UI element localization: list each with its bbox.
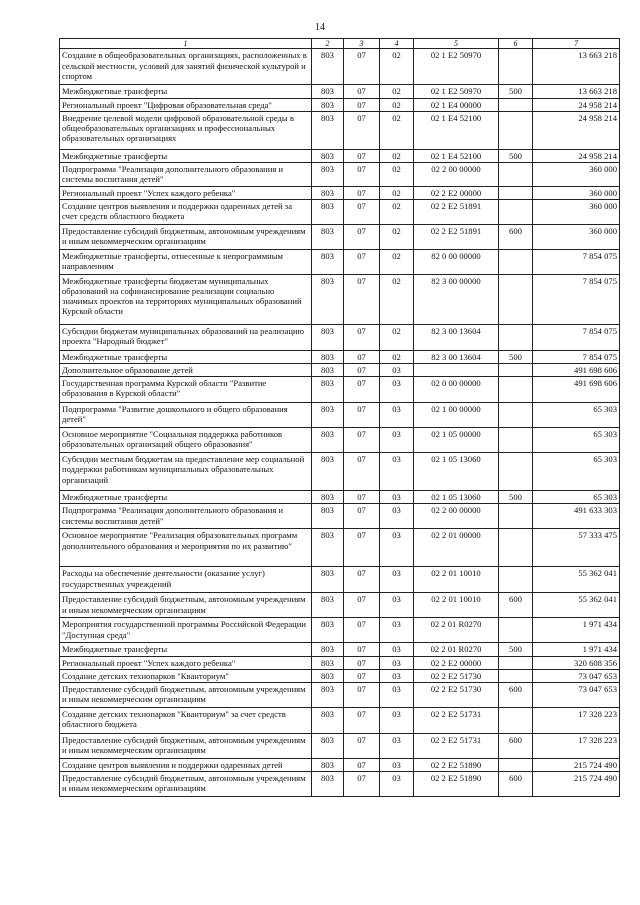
section-code-cell: 07 <box>344 567 380 593</box>
table-row <box>60 656 620 669</box>
ministry-code-cell: 803 <box>312 618 344 643</box>
column-header: 5 <box>414 39 499 49</box>
row-name-cell: Создание центров выявления и поддержки одаренных детей <box>60 758 312 771</box>
section-code-cell: 07 <box>344 85 380 98</box>
subsection-code-cell: 03 <box>380 377 414 403</box>
expense-type-cell <box>499 162 533 186</box>
table-row <box>60 682 620 707</box>
section-code-cell: 07 <box>344 186 380 199</box>
target-article-cell: 82 3 00 13604 <box>414 325 499 351</box>
section-code-cell: 07 <box>344 656 380 669</box>
ministry-code-cell: 803 <box>312 49 344 85</box>
section-code-cell: 07 <box>344 428 380 453</box>
row-name-cell: Межбюджетные трансферты <box>60 491 312 504</box>
expense-type-cell <box>499 403 533 428</box>
expense-type-cell <box>499 707 533 733</box>
amount-cell: 65 303 <box>533 428 620 453</box>
target-article-cell: 82 3 00 00000 <box>414 275 499 325</box>
row-name-cell: Предоставление субсидий бюджетным, автономным учреждениям и иным некоммерческим организациям <box>60 225 312 250</box>
ministry-code-cell: 803 <box>312 682 344 707</box>
expense-type-cell: 500 <box>499 85 533 98</box>
section-code-cell: 07 <box>344 453 380 491</box>
table-row <box>60 758 620 771</box>
subsection-code-cell: 02 <box>380 149 414 162</box>
expense-type-cell: 500 <box>499 491 533 504</box>
amount-cell: 491 698 606 <box>533 364 620 377</box>
row-name-cell: Дополнительное образование детей <box>60 364 312 377</box>
target-article-cell: 02 2 00 00000 <box>414 504 499 529</box>
target-article-cell: 02 1 05 00000 <box>414 428 499 453</box>
table-row <box>60 403 620 428</box>
row-name-cell: Субсидии бюджетам муниципальных образований на реализацию проекта "Народный бюджет" <box>60 325 312 351</box>
column-header: 6 <box>499 39 533 49</box>
table-row <box>60 85 620 98</box>
target-article-cell: 02 1 E4 52100 <box>414 149 499 162</box>
target-article-cell: 02 2 E2 51891 <box>414 200 499 225</box>
target-article-cell: 02 2 E2 51890 <box>414 771 499 796</box>
amount-cell: 24 958 214 <box>533 149 620 162</box>
table-row <box>60 771 620 796</box>
table-row <box>60 504 620 529</box>
row-name-cell: Создание центров выявления и поддержки одаренных детей за счет средств областного бюджета <box>60 200 312 225</box>
subsection-code-cell: 02 <box>380 200 414 225</box>
ministry-code-cell: 803 <box>312 162 344 186</box>
section-code-cell: 07 <box>344 491 380 504</box>
amount-cell: 13 663 218 <box>533 85 620 98</box>
expense-type-cell <box>499 669 533 682</box>
target-article-cell: 82 0 00 00000 <box>414 250 499 275</box>
table-row <box>60 325 620 351</box>
target-article-cell: 02 2 E2 00000 <box>414 186 499 199</box>
section-code-cell: 07 <box>344 669 380 682</box>
row-name-cell: Межбюджетные трансферты <box>60 643 312 656</box>
ministry-code-cell: 803 <box>312 98 344 111</box>
amount-cell: 7 854 075 <box>533 275 620 325</box>
subsection-code-cell: 03 <box>380 529 414 567</box>
amount-cell: 7 854 075 <box>533 351 620 364</box>
target-article-cell: 02 2 00 00000 <box>414 162 499 186</box>
table-row <box>60 643 620 656</box>
row-name-cell: Мероприятия государственной программы Российской Федерации "Доступная среда" <box>60 618 312 643</box>
target-article-cell: 82 3 00 13604 <box>414 351 499 364</box>
ministry-code-cell: 803 <box>312 275 344 325</box>
section-code-cell: 07 <box>344 200 380 225</box>
row-name-cell: Субсидии местным бюджетам на предоставление мер социальной поддержки работникам муниципальных образовательных организаций <box>60 453 312 491</box>
row-name-cell: Межбюджетные трансферты <box>60 351 312 364</box>
row-name-cell: Региональный проект "Успех каждого ребенка" <box>60 186 312 199</box>
table-row <box>60 593 620 618</box>
target-article-cell <box>414 364 499 377</box>
row-name-cell: Региональный проект "Цифровая образовательная среда" <box>60 98 312 111</box>
section-code-cell: 07 <box>344 618 380 643</box>
amount-cell: 320 608 356 <box>533 656 620 669</box>
subsection-code-cell: 03 <box>380 643 414 656</box>
table-row <box>60 186 620 199</box>
subsection-code-cell: 03 <box>380 758 414 771</box>
section-code-cell: 07 <box>344 149 380 162</box>
budget-table <box>59 38 620 797</box>
expense-type-cell: 600 <box>499 682 533 707</box>
ministry-code-cell: 803 <box>312 771 344 796</box>
section-code-cell: 07 <box>344 682 380 707</box>
amount-cell: 65 303 <box>533 453 620 491</box>
row-name-cell: Межбюджетные трансферты <box>60 85 312 98</box>
section-code-cell: 07 <box>344 111 380 149</box>
subsection-code-cell: 03 <box>380 491 414 504</box>
ministry-code-cell: 803 <box>312 504 344 529</box>
amount-cell: 24 958 214 <box>533 111 620 149</box>
expense-type-cell: 600 <box>499 771 533 796</box>
expense-type-cell <box>499 325 533 351</box>
section-code-cell: 07 <box>344 403 380 428</box>
expense-type-cell <box>499 250 533 275</box>
table-row <box>60 453 620 491</box>
amount-cell: 7 854 075 <box>533 250 620 275</box>
row-name-cell: Подпрограмма "Реализация дополнительного образования и системы воспитания детей" <box>60 504 312 529</box>
target-article-cell: 02 1 00 00000 <box>414 403 499 428</box>
column-header: 4 <box>380 39 414 49</box>
amount-cell: 360 000 <box>533 162 620 186</box>
row-name-cell: Расходы на обеспечение деятельности (оказание услуг) государственных учреждений <box>60 567 312 593</box>
amount-cell: 55 362 041 <box>533 593 620 618</box>
target-article-cell: 02 1 E2 50970 <box>414 49 499 85</box>
amount-cell: 491 698 606 <box>533 377 620 403</box>
table-row <box>60 49 620 85</box>
column-header: 3 <box>344 39 380 49</box>
subsection-code-cell: 02 <box>380 49 414 85</box>
expense-type-cell <box>499 275 533 325</box>
table-row <box>60 149 620 162</box>
expense-type-cell <box>499 98 533 111</box>
target-article-cell: 02 2 01 00000 <box>414 529 499 567</box>
expense-type-cell <box>499 529 533 567</box>
subsection-code-cell: 03 <box>380 428 414 453</box>
subsection-code-cell: 03 <box>380 618 414 643</box>
section-code-cell: 07 <box>344 771 380 796</box>
expense-type-cell: 600 <box>499 225 533 250</box>
expense-type-cell: 500 <box>499 149 533 162</box>
table-row <box>60 275 620 325</box>
ministry-code-cell: 803 <box>312 656 344 669</box>
ministry-code-cell: 803 <box>312 377 344 403</box>
table-row <box>60 98 620 111</box>
subsection-code-cell: 02 <box>380 250 414 275</box>
amount-cell: 215 724 490 <box>533 758 620 771</box>
ministry-code-cell: 803 <box>312 593 344 618</box>
section-code-cell: 07 <box>344 351 380 364</box>
ministry-code-cell: 803 <box>312 529 344 567</box>
target-article-cell: 02 2 01 10010 <box>414 593 499 618</box>
expense-type-cell <box>499 200 533 225</box>
table-row <box>60 733 620 758</box>
section-code-cell: 07 <box>344 529 380 567</box>
section-code-cell: 07 <box>344 275 380 325</box>
table-row <box>60 351 620 364</box>
row-name-cell: Основное мероприятие "Реализация образовательных программ дополнительного образования и мероприятия по их развитию" <box>60 529 312 567</box>
amount-cell: 13 663 218 <box>533 49 620 85</box>
ministry-code-cell: 803 <box>312 186 344 199</box>
ministry-code-cell: 803 <box>312 428 344 453</box>
expense-type-cell <box>499 111 533 149</box>
table-row <box>60 225 620 250</box>
expense-type-cell <box>499 567 533 593</box>
target-article-cell: 02 2 01 10010 <box>414 567 499 593</box>
amount-cell: 1 971 434 <box>533 618 620 643</box>
column-number-row <box>60 39 620 49</box>
amount-cell: 65 303 <box>533 403 620 428</box>
amount-cell: 17 328 223 <box>533 707 620 733</box>
table-row <box>60 364 620 377</box>
target-article-cell: 02 2 01 R0270 <box>414 643 499 656</box>
row-name-cell: Межбюджетные трансферты бюджетам муниципальных образований на софинансирование реализации социально значимых проектов на территориях муниципальных образований Курской области <box>60 275 312 325</box>
section-code-cell: 07 <box>344 377 380 403</box>
section-code-cell: 07 <box>344 504 380 529</box>
row-name-cell: Межбюджетные трансферты <box>60 149 312 162</box>
section-code-cell: 07 <box>344 162 380 186</box>
target-article-cell: 02 1 05 13060 <box>414 453 499 491</box>
amount-cell: 360 000 <box>533 186 620 199</box>
target-article-cell: 02 2 E2 51731 <box>414 733 499 758</box>
ministry-code-cell: 803 <box>312 85 344 98</box>
amount-cell: 73 047 653 <box>533 669 620 682</box>
table-row <box>60 162 620 186</box>
target-article-cell: 02 2 E2 51891 <box>414 225 499 250</box>
ministry-code-cell: 803 <box>312 491 344 504</box>
ministry-code-cell: 803 <box>312 643 344 656</box>
ministry-code-cell: 803 <box>312 325 344 351</box>
ministry-code-cell: 803 <box>312 403 344 428</box>
expense-type-cell <box>499 618 533 643</box>
target-article-cell: 02 2 E2 51890 <box>414 758 499 771</box>
expense-type-cell: 600 <box>499 733 533 758</box>
subsection-code-cell: 02 <box>380 351 414 364</box>
expense-type-cell <box>499 428 533 453</box>
table-row <box>60 377 620 403</box>
amount-cell: 24 958 214 <box>533 98 620 111</box>
amount-cell: 65 303 <box>533 491 620 504</box>
section-code-cell: 07 <box>344 325 380 351</box>
row-name-cell: Межбюджетные трансферты, отнесенные к непрограммным направлениям <box>60 250 312 275</box>
column-header: 7 <box>533 39 620 49</box>
section-code-cell: 07 <box>344 225 380 250</box>
ministry-code-cell: 803 <box>312 453 344 491</box>
subsection-code-cell: 03 <box>380 504 414 529</box>
target-article-cell: 02 2 E2 00000 <box>414 656 499 669</box>
subsection-code-cell: 03 <box>380 682 414 707</box>
table-row <box>60 200 620 225</box>
section-code-cell: 07 <box>344 98 380 111</box>
subsection-code-cell: 02 <box>380 85 414 98</box>
table-row <box>60 111 620 149</box>
expense-type-cell: 500 <box>499 351 533 364</box>
column-header: 2 <box>312 39 344 49</box>
expense-type-cell: 600 <box>499 593 533 618</box>
subsection-code-cell: 02 <box>380 98 414 111</box>
subsection-code-cell: 03 <box>380 656 414 669</box>
table-row <box>60 707 620 733</box>
ministry-code-cell: 803 <box>312 225 344 250</box>
subsection-code-cell: 02 <box>380 111 414 149</box>
ministry-code-cell: 803 <box>312 758 344 771</box>
row-name-cell: Подпрограмма "Реализация дополнительного образования и системы воспитания детей" <box>60 162 312 186</box>
amount-cell: 57 333 475 <box>533 529 620 567</box>
ministry-code-cell: 803 <box>312 567 344 593</box>
amount-cell: 215 724 490 <box>533 771 620 796</box>
amount-cell: 360 000 <box>533 225 620 250</box>
expense-type-cell <box>499 504 533 529</box>
subsection-code-cell: 02 <box>380 162 414 186</box>
target-article-cell: 02 2 E2 51730 <box>414 669 499 682</box>
subsection-code-cell: 02 <box>380 186 414 199</box>
expense-type-cell <box>499 49 533 85</box>
ministry-code-cell: 803 <box>312 364 344 377</box>
row-name-cell: Создание детских технопарков "Кванториум" <box>60 669 312 682</box>
page-number: 14 <box>315 22 325 33</box>
subsection-code-cell: 03 <box>380 593 414 618</box>
table-row <box>60 491 620 504</box>
subsection-code-cell: 03 <box>380 771 414 796</box>
expense-type-cell <box>499 758 533 771</box>
subsection-code-cell: 03 <box>380 567 414 593</box>
expense-type-cell <box>499 453 533 491</box>
subsection-code-cell: 03 <box>380 453 414 491</box>
subsection-code-cell: 03 <box>380 364 414 377</box>
subsection-code-cell: 03 <box>380 733 414 758</box>
table-row <box>60 618 620 643</box>
row-name-cell: Внедрение целевой модели цифровой образовательной среды в общеобразовательных организациях и профессиональных образовательных организациях <box>60 111 312 149</box>
row-name-cell: Государственная программа Курской области "Развитие образования в Курской области" <box>60 377 312 403</box>
row-name-cell: Создание в общеобразовательных организациях, расположенных в сельской местности, условий для занятий физической культурой и спортом <box>60 49 312 85</box>
target-article-cell: 02 0 00 00000 <box>414 377 499 403</box>
subsection-code-cell: 03 <box>380 707 414 733</box>
ministry-code-cell: 803 <box>312 669 344 682</box>
ministry-code-cell: 803 <box>312 351 344 364</box>
ministry-code-cell: 803 <box>312 200 344 225</box>
expense-type-cell: 500 <box>499 643 533 656</box>
column-header: 1 <box>60 39 312 49</box>
amount-cell: 7 854 075 <box>533 325 620 351</box>
ministry-code-cell: 803 <box>312 250 344 275</box>
amount-cell: 55 362 041 <box>533 567 620 593</box>
amount-cell: 1 971 434 <box>533 643 620 656</box>
target-article-cell: 02 2 E2 51731 <box>414 707 499 733</box>
table-row <box>60 529 620 567</box>
table-row <box>60 428 620 453</box>
expense-type-cell <box>499 656 533 669</box>
target-article-cell: 02 1 E2 50970 <box>414 85 499 98</box>
amount-cell: 491 633 303 <box>533 504 620 529</box>
amount-cell: 360 000 <box>533 200 620 225</box>
expense-type-cell <box>499 377 533 403</box>
section-code-cell: 07 <box>344 643 380 656</box>
section-code-cell: 07 <box>344 733 380 758</box>
ministry-code-cell: 803 <box>312 733 344 758</box>
row-name-cell: Региональный проект "Успех каждого ребенка" <box>60 656 312 669</box>
row-name-cell: Предоставление субсидий бюджетным, автономным учреждениям и иным некоммерческим организациям <box>60 593 312 618</box>
row-name-cell: Предоставление субсидий бюджетным, автономным учреждениям и иным некоммерческим организациям <box>60 733 312 758</box>
subsection-code-cell: 03 <box>380 403 414 428</box>
section-code-cell: 07 <box>344 364 380 377</box>
section-code-cell: 07 <box>344 758 380 771</box>
section-code-cell: 07 <box>344 250 380 275</box>
table-row <box>60 669 620 682</box>
section-code-cell: 07 <box>344 593 380 618</box>
section-code-cell: 07 <box>344 707 380 733</box>
ministry-code-cell: 803 <box>312 707 344 733</box>
subsection-code-cell: 02 <box>380 325 414 351</box>
expense-type-cell <box>499 186 533 199</box>
target-article-cell: 02 2 01 R0270 <box>414 618 499 643</box>
target-article-cell: 02 1 E4 52100 <box>414 111 499 149</box>
subsection-code-cell: 02 <box>380 275 414 325</box>
ministry-code-cell: 803 <box>312 149 344 162</box>
target-article-cell: 02 2 E2 51730 <box>414 682 499 707</box>
amount-cell: 73 047 653 <box>533 682 620 707</box>
subsection-code-cell: 03 <box>380 669 414 682</box>
row-name-cell: Подпрограмма "Развитие дошкольного и общего образования детей" <box>60 403 312 428</box>
row-name-cell: Основное мероприятие "Социальная поддержка работников образовательных организаций общего образования" <box>60 428 312 453</box>
target-article-cell: 02 1 05 13060 <box>414 491 499 504</box>
ministry-code-cell: 803 <box>312 111 344 149</box>
amount-cell: 17 328 223 <box>533 733 620 758</box>
target-article-cell: 02 1 E4 00000 <box>414 98 499 111</box>
expense-type-cell <box>499 364 533 377</box>
subsection-code-cell: 02 <box>380 225 414 250</box>
table-row <box>60 567 620 593</box>
row-name-cell: Создание детских технопарков "Кванториум" за счет средств областного бюджета <box>60 707 312 733</box>
table-row <box>60 250 620 275</box>
row-name-cell: Предоставление субсидий бюджетным, автономным учреждениям и иным некоммерческим организациям <box>60 771 312 796</box>
section-code-cell: 07 <box>344 49 380 85</box>
row-name-cell: Предоставление субсидий бюджетным, автономным учреждениям и иным некоммерческим организациям <box>60 682 312 707</box>
